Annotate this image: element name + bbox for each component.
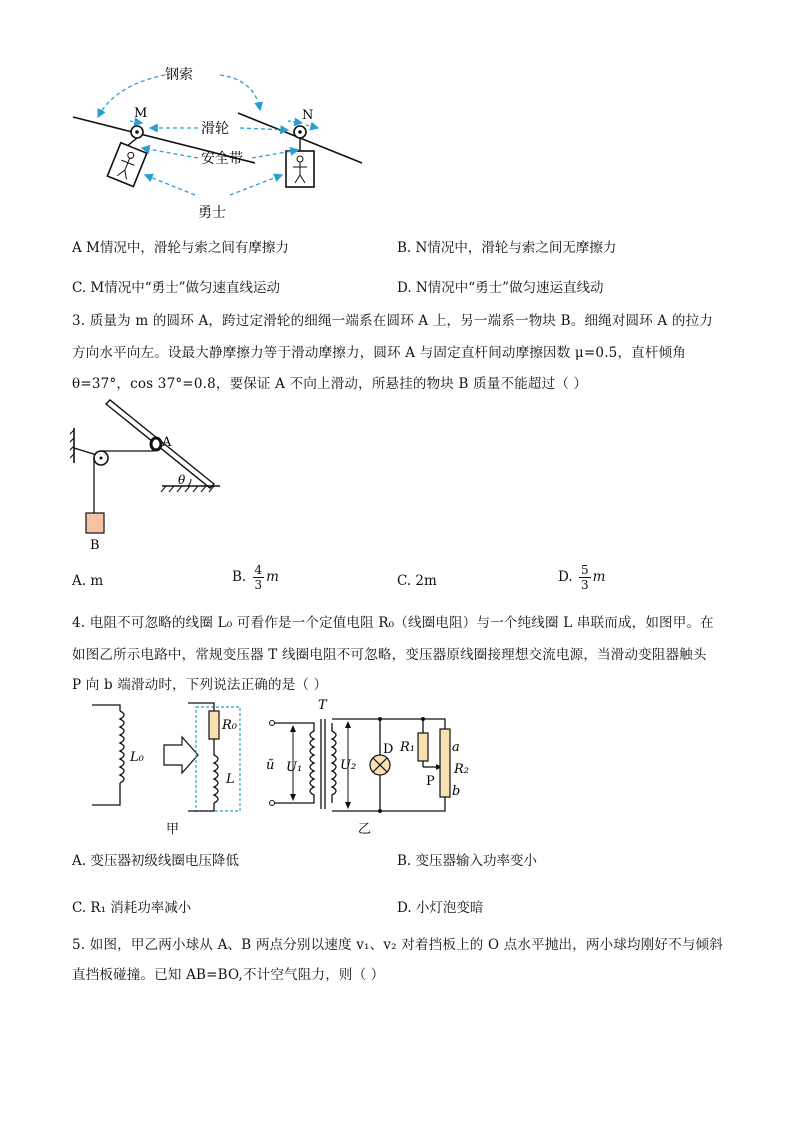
fig1-label-steel-cable: 钢索 (165, 67, 193, 83)
zipline-figure (70, 55, 370, 225)
q2-option-c: C. M情况中“勇士”做匀速直线运动 (72, 280, 281, 296)
q5-line-1: 5. 如图，甲乙两小球从 A、B 两点分别以速度 v₁、v₂ 对着挡板上的 O 点水平抛出，两小球均刚好不与倾斜 (72, 937, 723, 953)
q2-option-a: A M情况中，滑轮与索之间有摩擦力 (72, 240, 289, 256)
fig1-label-N: N (302, 108, 314, 123)
q2-option-b: B. N情况中，滑轮与索之间无摩擦力 (397, 240, 617, 256)
q3-option-d-fraction: $\frac{5}{3}$ (580, 563, 589, 592)
q3-line-1: 3. 质量为 m 的圆环 A，跨过定滑轮的细绳一端系在圆环 A 上，另一端系一物块 B。细绳对圆环 A 的拉力 (72, 313, 713, 329)
q4-fig-label-b: b (452, 784, 461, 799)
q4-fig-label-yi: 乙 (358, 822, 372, 837)
fig1-label-brave: 勇士 (198, 205, 226, 221)
q4-fig-label-T: T (318, 698, 327, 713)
ring-rod-figure (70, 398, 230, 558)
q4-fig-label-U2: U₂ (340, 758, 357, 773)
q4-fig-label-R0: R₀ (222, 718, 237, 733)
circuit-figure (90, 695, 480, 840)
q4-fig-label-u: ũ (266, 758, 275, 773)
q3-option-a: A. m (72, 573, 104, 589)
q4-option-d: D. 小灯泡变暗 (397, 900, 484, 916)
q4-line-1: 4. 电阻不可忽略的线圈 L₀ 可看作是一个定值电阻 R₀（线圈电阻）与一个纯线圈 L 串联而成，如图甲。在 (72, 615, 714, 631)
fig1-label-safety-belt: 安全带 (201, 151, 243, 167)
q4-line-3: P 向 b 端滑动时，下列说法正确的是（ ） (72, 677, 328, 693)
q3-option-d: D. $\frac{5}{3}$ m (558, 563, 606, 592)
q3-fig-label-A: A (162, 435, 172, 450)
fig1-label-pulley: 滑轮 (201, 121, 229, 137)
q4-fig-label-L0: L₀ (130, 750, 144, 765)
q4-fig-label-a: a (452, 740, 460, 755)
q5-line-2: 直挡板碰撞。已知 AB=BO,不计空气阻力，则（ ） (72, 967, 385, 983)
q3-option-c: C. 2m (397, 573, 437, 589)
q3-fig-label-B: B (90, 538, 100, 553)
q4-fig-label-P: P (426, 774, 435, 789)
q4-fig-label-D: D (383, 742, 394, 757)
q3-line-3: θ=37°，cos 37°=0.8，要保证 A 不向上滑动，所悬挂的物块 B 质量不能超过（ ） (72, 376, 588, 392)
q4-line-2: 如图乙所示电路中，常规变压器 T 线圈电阻不可忽略，变压器原线圈接理想交流电源，当滑动变阻器触头 (72, 647, 707, 663)
q3-option-b: B. $\frac{4}{3}$ m (232, 563, 279, 592)
q4-fig-label-jia: 甲 (166, 822, 180, 837)
q3-fig-label-theta: θ (178, 473, 186, 487)
q4-fig-label-L: L (226, 772, 235, 787)
q4-fig-label-R1: R₁ (400, 740, 415, 755)
q4-fig-label-U1: U₁ (286, 760, 303, 775)
q3-option-b-fraction: $\frac{4}{3}$ (254, 563, 263, 592)
fig1-label-M: M (134, 106, 148, 121)
q4-option-c: C. R₁ 消耗功率减小 (72, 900, 192, 916)
q3-line-2: 方向水平向左。设最大静摩擦力等于滑动摩擦力，圆环 A 与固定直杆间动摩擦因数 μ=0.5，直杆倾角 (72, 345, 686, 361)
q4-option-a: A. 变压器初级线圈电压降低 (72, 853, 239, 869)
q4-option-b: B. 变压器输入功率变小 (397, 853, 538, 869)
q2-option-d: D. N情况中“勇士”做匀速运直线动 (397, 280, 604, 296)
q4-fig-label-R2: R₂ (454, 762, 469, 777)
